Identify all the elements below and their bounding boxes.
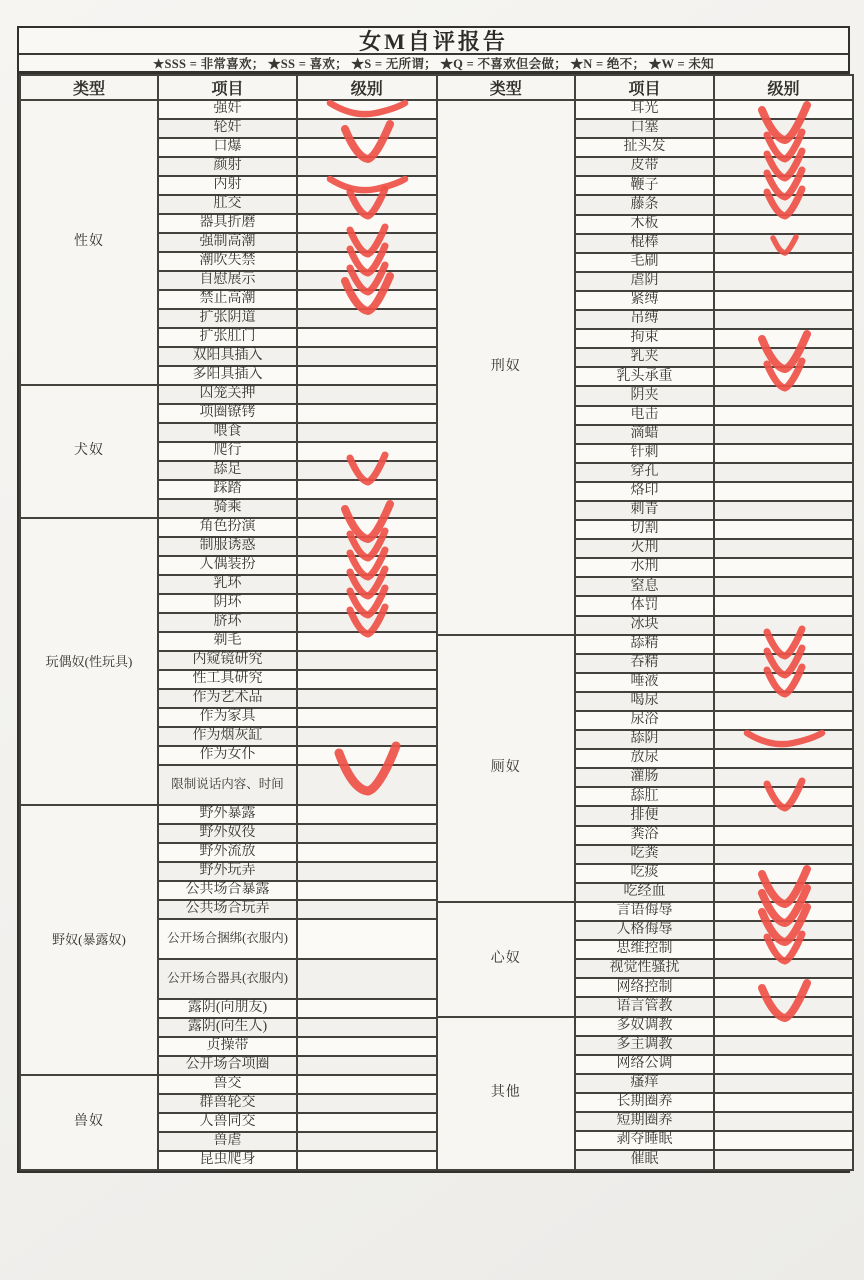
level-cell bbox=[714, 711, 853, 730]
item-cell: 野外暴露 bbox=[158, 805, 297, 824]
item-cell: 兽交 bbox=[158, 1075, 297, 1094]
left-table bbox=[19, 74, 437, 1171]
level-cell bbox=[297, 765, 436, 805]
item-cell: 吃粪 bbox=[575, 845, 714, 864]
item-cell: 网络公调 bbox=[575, 1055, 714, 1074]
level-cell bbox=[714, 157, 853, 176]
item-cell: 舔精 bbox=[575, 635, 714, 654]
item-cell: 剃毛 bbox=[158, 632, 297, 651]
level-cell bbox=[714, 348, 853, 367]
category-cell: 玩偶奴(性玩具) bbox=[20, 518, 158, 805]
item-cell: 强奸 bbox=[158, 100, 297, 119]
item-cell: 视觉性骚扰 bbox=[575, 959, 714, 978]
level-cell bbox=[714, 768, 853, 787]
item-cell: 电击 bbox=[575, 406, 714, 425]
item-cell: 人偶装扮 bbox=[158, 556, 297, 575]
item-cell: 吞精 bbox=[575, 654, 714, 673]
level-cell bbox=[297, 290, 436, 309]
level-cell bbox=[714, 940, 853, 959]
level-cell bbox=[714, 291, 853, 310]
level-cell bbox=[714, 119, 853, 138]
item-cell: 潮吹失禁 bbox=[158, 252, 297, 271]
level-cell bbox=[297, 1037, 436, 1056]
level-cell bbox=[714, 253, 853, 272]
level-cell bbox=[297, 708, 436, 727]
level-cell bbox=[297, 824, 436, 843]
level-cell bbox=[297, 233, 436, 252]
check-mark-icon bbox=[741, 728, 827, 750]
item-cell: 多阳具插入 bbox=[158, 366, 297, 385]
item-cell: 火刑 bbox=[575, 539, 714, 558]
item-cell: 言语侮辱 bbox=[575, 902, 714, 921]
item-cell: 水刑 bbox=[575, 558, 714, 577]
table-row bbox=[20, 385, 436, 404]
item-cell: 野外奴役 bbox=[158, 824, 297, 843]
level-cell bbox=[714, 730, 853, 749]
level-cell bbox=[297, 176, 436, 195]
item-cell: 作为女仆 bbox=[158, 746, 297, 765]
level-cell bbox=[297, 119, 436, 138]
level-cell bbox=[714, 558, 853, 577]
level-cell bbox=[297, 651, 436, 670]
level-cell bbox=[297, 632, 436, 651]
report-title: 女M自评报告 bbox=[359, 29, 508, 54]
level-cell bbox=[714, 596, 853, 615]
level-cell bbox=[297, 999, 436, 1018]
item-cell: 扩张肛门 bbox=[158, 328, 297, 347]
item-cell: 角色扮演 bbox=[158, 518, 297, 537]
level-cell bbox=[297, 1113, 436, 1132]
item-cell: 骑乘 bbox=[158, 499, 297, 518]
item-cell: 性工具研究 bbox=[158, 670, 297, 689]
item-cell: 双阳具插入 bbox=[158, 347, 297, 366]
level-cell bbox=[714, 425, 853, 444]
category-cell: 犬奴 bbox=[20, 385, 158, 518]
item-cell: 体罚 bbox=[575, 596, 714, 615]
item-cell: 鞭子 bbox=[575, 176, 714, 195]
level-cell bbox=[714, 921, 853, 940]
level-cell bbox=[714, 386, 853, 405]
level-cell bbox=[297, 1075, 436, 1094]
level-cell bbox=[714, 883, 853, 902]
item-cell: 舔足 bbox=[158, 461, 297, 480]
item-cell: 滴蜡 bbox=[575, 425, 714, 444]
level-cell bbox=[714, 138, 853, 157]
level-cell bbox=[297, 461, 436, 480]
level-cell bbox=[714, 444, 853, 463]
level-cell bbox=[714, 1150, 853, 1170]
item-cell: 野外玩弄 bbox=[158, 862, 297, 881]
level-cell bbox=[714, 787, 853, 806]
level-cell bbox=[297, 404, 436, 423]
level-cell bbox=[297, 309, 436, 328]
level-cell bbox=[297, 1132, 436, 1151]
level-cell bbox=[297, 1151, 436, 1170]
item-cell: 作为艺术品 bbox=[158, 689, 297, 708]
level-cell bbox=[297, 537, 436, 556]
level-cell bbox=[714, 1055, 853, 1074]
table-row bbox=[20, 518, 436, 537]
item-cell: 灌肠 bbox=[575, 768, 714, 787]
level-cell bbox=[714, 1093, 853, 1112]
level-cell bbox=[714, 1074, 853, 1093]
item-cell: 公共场合暴露 bbox=[158, 881, 297, 900]
item-cell: 吃经血 bbox=[575, 883, 714, 902]
level-cell bbox=[714, 692, 853, 711]
item-cell: 踩踏 bbox=[158, 480, 297, 499]
level-cell bbox=[714, 176, 853, 195]
level-cell bbox=[297, 157, 436, 176]
level-cell bbox=[714, 367, 853, 386]
level-cell bbox=[714, 329, 853, 348]
check-mark-icon bbox=[324, 98, 410, 120]
level-cell bbox=[714, 978, 853, 997]
item-cell: 公开场合器具(衣服内) bbox=[158, 959, 297, 999]
level-cell bbox=[297, 195, 436, 214]
title-row bbox=[19, 28, 848, 55]
item-cell: 催眠 bbox=[575, 1150, 714, 1170]
level-cell bbox=[714, 482, 853, 501]
tables-container bbox=[19, 74, 848, 1171]
level-cell bbox=[297, 746, 436, 765]
level-cell bbox=[714, 1131, 853, 1150]
item-cell: 阴夹 bbox=[575, 386, 714, 405]
table-row bbox=[20, 1075, 436, 1094]
item-cell: 阴环 bbox=[158, 594, 297, 613]
level-cell bbox=[714, 845, 853, 864]
level-cell bbox=[297, 328, 436, 347]
item-cell: 内射 bbox=[158, 176, 297, 195]
level-cell bbox=[297, 919, 436, 959]
item-cell: 长期圈养 bbox=[575, 1093, 714, 1112]
level-cell bbox=[714, 654, 853, 673]
item-cell: 乳环 bbox=[158, 575, 297, 594]
level-cell bbox=[714, 864, 853, 883]
category-cell: 其他 bbox=[437, 1017, 575, 1171]
item-cell: 粪浴 bbox=[575, 826, 714, 845]
item-cell: 扩张阴道 bbox=[158, 309, 297, 328]
level-cell bbox=[297, 613, 436, 632]
level-cell bbox=[714, 959, 853, 978]
level-cell bbox=[714, 673, 853, 692]
item-cell: 毛刷 bbox=[575, 253, 714, 272]
item-cell: 项圈镣铐 bbox=[158, 404, 297, 423]
level-cell bbox=[297, 805, 436, 824]
level-cell bbox=[714, 501, 853, 520]
level-cell bbox=[714, 463, 853, 482]
level-cell bbox=[297, 575, 436, 594]
table-row bbox=[20, 100, 436, 119]
level-cell bbox=[297, 214, 436, 233]
level-cell bbox=[714, 635, 853, 654]
item-cell: 乳头承重 bbox=[575, 367, 714, 386]
item-cell: 排便 bbox=[575, 806, 714, 825]
item-cell: 语言管教 bbox=[575, 997, 714, 1016]
item-cell: 紧缚 bbox=[575, 291, 714, 310]
item-cell: 昆虫爬身 bbox=[158, 1151, 297, 1170]
level-cell bbox=[297, 1018, 436, 1037]
category-cell: 野奴(暴露奴) bbox=[20, 805, 158, 1075]
level-cell bbox=[714, 100, 853, 119]
level-cell bbox=[297, 594, 436, 613]
level-cell bbox=[297, 959, 436, 999]
item-cell: 冰块 bbox=[575, 616, 714, 635]
column-header-level: 级别 bbox=[297, 75, 436, 100]
category-cell: 性奴 bbox=[20, 100, 158, 385]
level-cell bbox=[714, 195, 853, 214]
level-cell bbox=[714, 902, 853, 921]
column-header-item: 项目 bbox=[575, 75, 714, 100]
item-cell: 公共场合玩弄 bbox=[158, 900, 297, 919]
level-cell bbox=[297, 1056, 436, 1075]
item-cell: 内窥镜研究 bbox=[158, 651, 297, 670]
item-cell: 器具折磨 bbox=[158, 214, 297, 233]
item-cell: 唾液 bbox=[575, 673, 714, 692]
level-cell bbox=[297, 556, 436, 575]
item-cell: 剥夺睡眠 bbox=[575, 1131, 714, 1150]
level-cell bbox=[297, 347, 436, 366]
item-cell: 皮带 bbox=[575, 157, 714, 176]
level-cell bbox=[297, 1094, 436, 1113]
level-cell bbox=[297, 442, 436, 461]
item-cell: 吊缚 bbox=[575, 310, 714, 329]
item-cell: 爬行 bbox=[158, 442, 297, 461]
level-cell bbox=[297, 423, 436, 442]
item-cell: 限制说话内容、时间 bbox=[158, 765, 297, 805]
level-cell bbox=[714, 749, 853, 768]
header-row bbox=[20, 75, 436, 100]
item-cell: 棍棒 bbox=[575, 234, 714, 253]
item-cell: 公开场合捆绑(衣服内) bbox=[158, 919, 297, 959]
item-cell: 露阴(向朋友) bbox=[158, 999, 297, 1018]
item-cell: 藤条 bbox=[575, 195, 714, 214]
item-cell: 群兽轮交 bbox=[158, 1094, 297, 1113]
item-cell: 尿浴 bbox=[575, 711, 714, 730]
rating-legend: ★SSS = 非常喜欢； ★SS = 喜欢； ★S = 无所谓； ★Q = 不喜欢但会做； ★N = 绝不； ★W = 未知 bbox=[19, 55, 848, 74]
item-cell: 穿孔 bbox=[575, 463, 714, 482]
item-cell: 禁止高潮 bbox=[158, 290, 297, 309]
item-cell: 吃痰 bbox=[575, 864, 714, 883]
item-cell: 思维控制 bbox=[575, 940, 714, 959]
level-cell bbox=[714, 539, 853, 558]
item-cell: 野外流放 bbox=[158, 843, 297, 862]
level-cell bbox=[714, 310, 853, 329]
item-cell: 囚笼关押 bbox=[158, 385, 297, 404]
level-cell bbox=[297, 366, 436, 385]
item-cell: 贞操带 bbox=[158, 1037, 297, 1056]
header-row bbox=[437, 75, 853, 100]
item-cell: 拘束 bbox=[575, 329, 714, 348]
right-table bbox=[437, 74, 855, 1171]
item-cell: 短期圈养 bbox=[575, 1112, 714, 1131]
item-cell: 口塞 bbox=[575, 119, 714, 138]
item-cell: 颜射 bbox=[158, 157, 297, 176]
item-cell: 人格侮辱 bbox=[575, 921, 714, 940]
item-cell: 轮奸 bbox=[158, 119, 297, 138]
level-cell bbox=[714, 520, 853, 539]
item-cell: 舔肛 bbox=[575, 787, 714, 806]
level-cell bbox=[714, 234, 853, 253]
item-cell: 烙印 bbox=[575, 482, 714, 501]
level-cell bbox=[297, 900, 436, 919]
level-cell bbox=[297, 670, 436, 689]
table-row bbox=[437, 635, 853, 654]
level-cell bbox=[714, 406, 853, 425]
level-cell bbox=[297, 689, 436, 708]
level-cell bbox=[714, 1036, 853, 1055]
column-header-category: 类型 bbox=[437, 75, 575, 100]
level-cell bbox=[714, 577, 853, 596]
item-cell: 强制高潮 bbox=[158, 233, 297, 252]
level-cell bbox=[297, 862, 436, 881]
level-cell bbox=[714, 616, 853, 635]
level-cell bbox=[297, 385, 436, 404]
item-cell: 多主调教 bbox=[575, 1036, 714, 1055]
table-row bbox=[437, 100, 853, 119]
item-cell: 舔阴 bbox=[575, 730, 714, 749]
item-cell: 针刺 bbox=[575, 444, 714, 463]
column-header-item: 项目 bbox=[158, 75, 297, 100]
level-cell bbox=[297, 252, 436, 271]
item-cell: 人兽同交 bbox=[158, 1113, 297, 1132]
table-row bbox=[437, 1017, 853, 1036]
item-cell: 露阴(向生人) bbox=[158, 1018, 297, 1037]
category-cell: 厕奴 bbox=[437, 635, 575, 902]
item-cell: 喂食 bbox=[158, 423, 297, 442]
level-cell bbox=[714, 215, 853, 234]
item-cell: 喝尿 bbox=[575, 692, 714, 711]
level-cell bbox=[714, 272, 853, 291]
table-row bbox=[20, 805, 436, 824]
item-cell: 切割 bbox=[575, 520, 714, 539]
level-cell bbox=[714, 1017, 853, 1036]
item-cell: 木板 bbox=[575, 215, 714, 234]
level-cell bbox=[297, 843, 436, 862]
item-cell: 作为家具 bbox=[158, 708, 297, 727]
item-cell: 刺青 bbox=[575, 501, 714, 520]
level-cell bbox=[297, 100, 436, 119]
item-cell: 网络控制 bbox=[575, 978, 714, 997]
category-cell: 刑奴 bbox=[437, 100, 575, 635]
item-cell: 公开场合项圈 bbox=[158, 1056, 297, 1075]
item-cell: 肛交 bbox=[158, 195, 297, 214]
table-row bbox=[437, 902, 853, 921]
level-cell bbox=[714, 806, 853, 825]
level-cell bbox=[297, 138, 436, 157]
item-cell: 乳夹 bbox=[575, 348, 714, 367]
item-cell: 瘙痒 bbox=[575, 1074, 714, 1093]
column-header-level: 级别 bbox=[714, 75, 853, 100]
level-cell bbox=[297, 727, 436, 746]
check-mark-icon bbox=[324, 174, 410, 196]
item-cell: 制服诱惑 bbox=[158, 537, 297, 556]
item-cell: 作为烟灰缸 bbox=[158, 727, 297, 746]
item-cell: 放尿 bbox=[575, 749, 714, 768]
item-cell: 虐阴 bbox=[575, 272, 714, 291]
item-cell: 多奴调教 bbox=[575, 1017, 714, 1036]
item-cell: 口爆 bbox=[158, 138, 297, 157]
level-cell bbox=[297, 881, 436, 900]
item-cell: 窒息 bbox=[575, 577, 714, 596]
category-cell: 心奴 bbox=[437, 902, 575, 1017]
item-cell: 兽虐 bbox=[158, 1132, 297, 1151]
level-cell bbox=[297, 480, 436, 499]
item-cell: 扯头发 bbox=[575, 138, 714, 157]
column-header-category: 类型 bbox=[20, 75, 158, 100]
level-cell bbox=[297, 271, 436, 290]
level-cell bbox=[714, 997, 853, 1016]
item-cell: 脐环 bbox=[158, 613, 297, 632]
level-cell bbox=[714, 1112, 853, 1131]
level-cell bbox=[297, 499, 436, 518]
item-cell: 耳光 bbox=[575, 100, 714, 119]
category-cell: 兽奴 bbox=[20, 1075, 158, 1170]
level-cell bbox=[714, 826, 853, 845]
report-sheet bbox=[17, 26, 850, 1173]
item-cell: 自慰展示 bbox=[158, 271, 297, 290]
level-cell bbox=[297, 518, 436, 537]
